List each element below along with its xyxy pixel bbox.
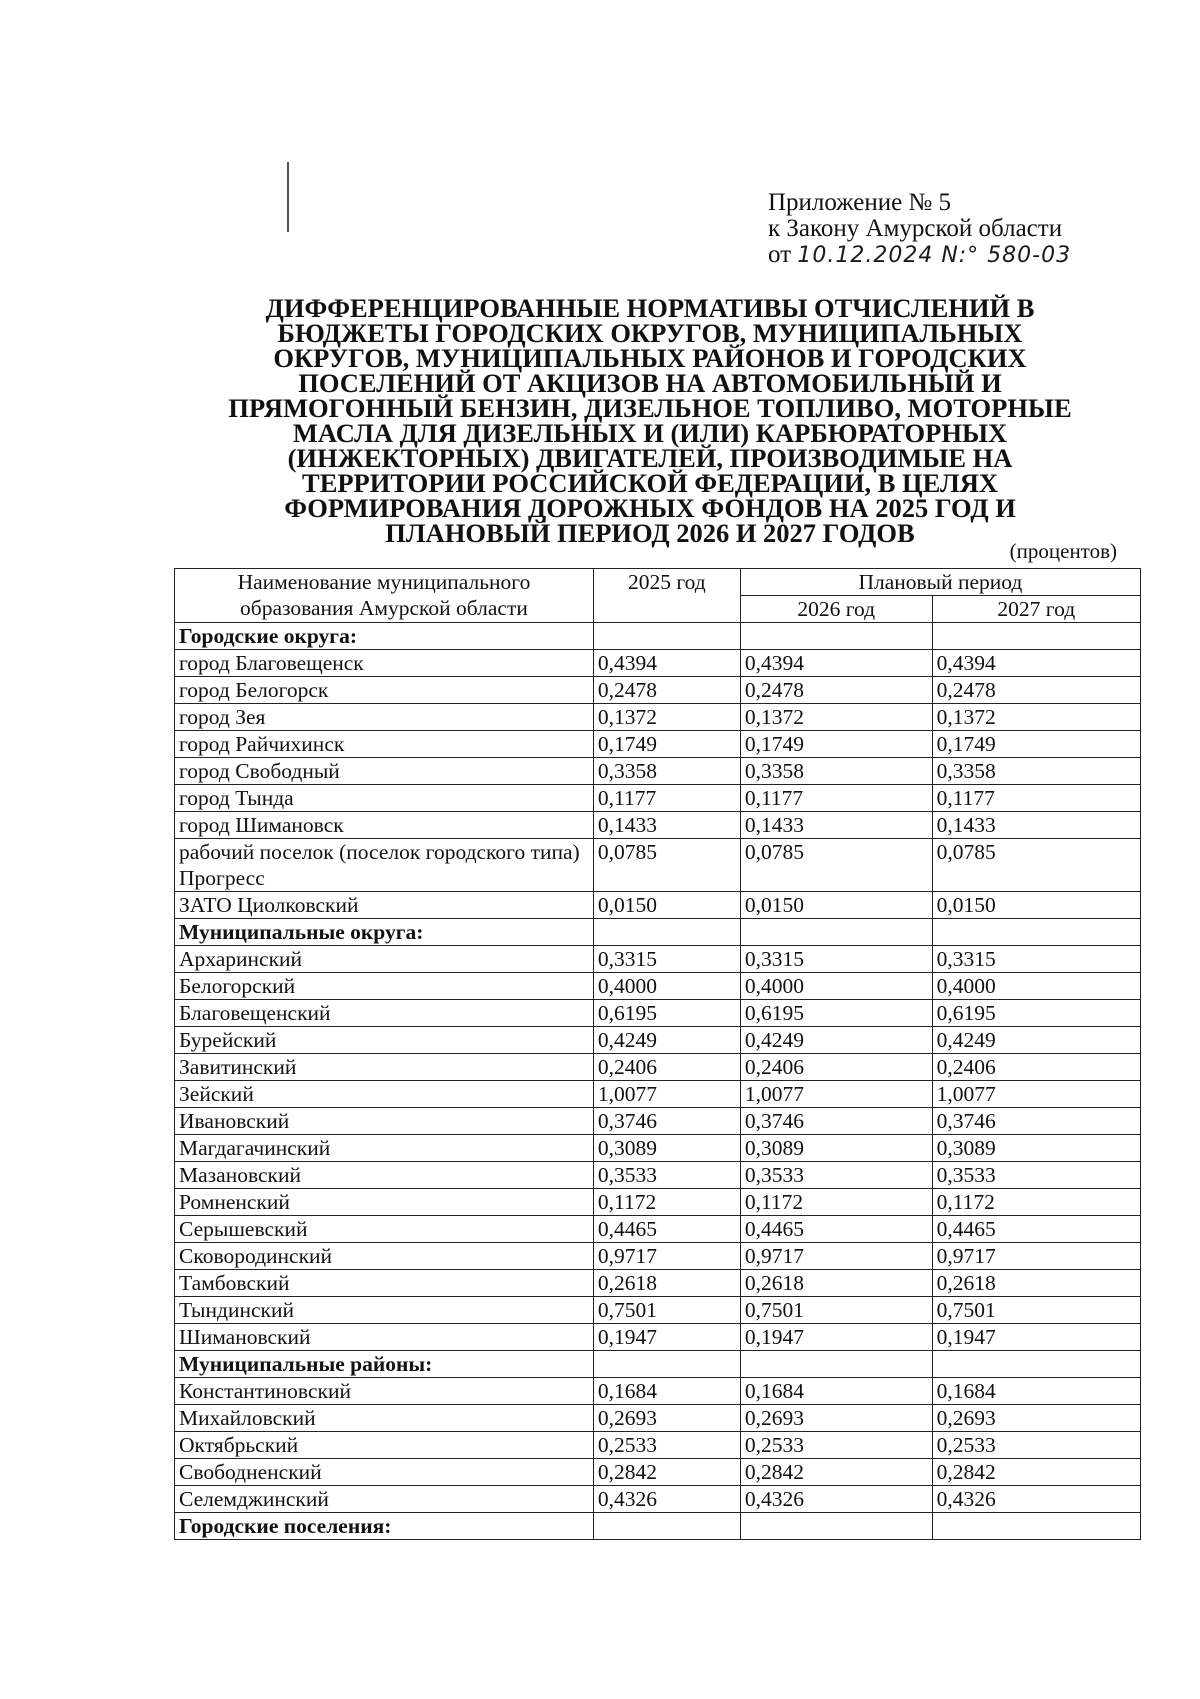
value-2026: 0,3533 — [740, 1162, 932, 1189]
value-2025: 0,1684 — [593, 1378, 740, 1405]
municipality-name: Архаринский — [175, 946, 594, 973]
value-2027: 0,4465 — [932, 1216, 1140, 1243]
appendix-line1: Приложение № 5 — [768, 189, 952, 216]
value-2027: 1,0077 — [932, 1081, 1140, 1108]
title-line: ДИФФЕРЕНЦИРОВАННЫЕ НОРМАТИВЫ ОТЧИСЛЕНИЙ В — [265, 293, 1035, 323]
table-row — [175, 839, 1141, 892]
value-2025: 0,1947 — [593, 1324, 740, 1351]
value-2025: 0,1172 — [593, 1189, 740, 1216]
value-2025: 0,4326 — [593, 1486, 740, 1513]
value-2026: 0,1684 — [740, 1378, 932, 1405]
section-title: Городские округа: — [175, 623, 594, 650]
value-2025: 0,1433 — [593, 812, 740, 839]
table-row — [175, 1054, 1141, 1081]
section-title: Муниципальные районы: — [175, 1351, 594, 1378]
value-2026: 0,3358 — [740, 758, 932, 785]
table-row — [175, 1135, 1141, 1162]
table-row — [175, 1405, 1141, 1432]
value-2025: 0,2406 — [593, 1054, 740, 1081]
table-row — [175, 650, 1141, 677]
value-2027: 0,4394 — [932, 650, 1140, 677]
value-2025: 0,2478 — [593, 677, 740, 704]
table-row — [175, 785, 1141, 812]
table-row — [175, 1324, 1141, 1351]
value-2026: 0,4465 — [740, 1216, 932, 1243]
value-2027: 0,0785 — [932, 839, 1140, 892]
value-2025: 0,3315 — [593, 946, 740, 973]
municipality-name: Константиновский — [175, 1378, 594, 1405]
value-2026: 0,4249 — [740, 1027, 932, 1054]
value-2027: 0,6195 — [932, 1000, 1140, 1027]
appendix-line3 — [768, 242, 1071, 269]
section-row — [175, 919, 1141, 946]
header-name-line2: образования Амурской области — [240, 596, 528, 620]
value-2026: 0,2842 — [740, 1459, 932, 1486]
table-row — [175, 1189, 1141, 1216]
value-2025: 0,2842 — [593, 1459, 740, 1486]
value-2026: 0,3315 — [740, 946, 932, 973]
value-2026: 0,3089 — [740, 1135, 932, 1162]
value-2027: 0,0150 — [932, 892, 1140, 919]
value-2025: 0,6195 — [593, 1000, 740, 1027]
table-row — [175, 1027, 1141, 1054]
value-2026: 0,1749 — [740, 731, 932, 758]
title-line: ТЕРРИТОРИИ РОССИЙСКОЙ ФЕДЕРАЦИИ, В ЦЕЛЯХ — [302, 468, 998, 498]
value-2025: 0,0785 — [593, 839, 740, 892]
table-row — [175, 1486, 1141, 1513]
value-2026: 0,2406 — [740, 1054, 932, 1081]
table-row — [175, 973, 1141, 1000]
value-2025: 1,0077 — [593, 1081, 740, 1108]
value-2025: 0,3746 — [593, 1108, 740, 1135]
appendix-block — [768, 190, 1071, 269]
municipality-name: город Тында — [175, 785, 594, 812]
value-2025: 0,1372 — [593, 704, 740, 731]
value-2027: 0,3089 — [932, 1135, 1140, 1162]
margin-mark — [287, 162, 289, 232]
table-row — [175, 812, 1141, 839]
title-line: ПЛАНОВЫЙ ПЕРИОД 2026 И 2027 ГОДОВ — [385, 518, 915, 548]
empty-cell — [932, 623, 1140, 650]
units-label: (процентов) — [1009, 539, 1117, 563]
header-planned-period: Плановый период — [740, 569, 1140, 596]
value-2027: 0,2693 — [932, 1405, 1140, 1432]
municipality-name: Свободненский — [175, 1459, 594, 1486]
value-2025: 0,3089 — [593, 1135, 740, 1162]
empty-cell — [593, 919, 740, 946]
value-2025: 0,3358 — [593, 758, 740, 785]
value-2026: 0,1177 — [740, 785, 932, 812]
value-2025: 0,1749 — [593, 731, 740, 758]
document-title — [180, 293, 1120, 548]
table-row — [175, 704, 1141, 731]
title-line: БЮДЖЕТЫ ГОРОДСКИХ ОКРУГОВ, МУНИЦИПАЛЬНЫХ — [277, 318, 1023, 348]
header-2025: 2025 год — [593, 569, 740, 623]
municipality-name: Селемджинский — [175, 1486, 594, 1513]
value-2025: 0,0150 — [593, 892, 740, 919]
value-2025: 0,1177 — [593, 785, 740, 812]
table-row — [175, 677, 1141, 704]
municipality-name: ЗАТО Циолковский — [175, 892, 594, 919]
value-2027: 0,3533 — [932, 1162, 1140, 1189]
value-2026: 0,0150 — [740, 892, 932, 919]
table-row — [175, 946, 1141, 973]
table-row — [175, 1000, 1141, 1027]
municipality-name: Шимановский — [175, 1324, 594, 1351]
empty-cell — [932, 1513, 1140, 1540]
value-2026: 0,1433 — [740, 812, 932, 839]
section-row — [175, 1351, 1141, 1378]
table-row — [175, 1459, 1141, 1486]
municipality-name: город Шимановск — [175, 812, 594, 839]
municipality-name: Октябрьский — [175, 1432, 594, 1459]
value-2027: 0,1372 — [932, 704, 1140, 731]
value-2025: 0,4465 — [593, 1216, 740, 1243]
municipality-name: город Райчихинск — [175, 731, 594, 758]
table-row — [175, 1108, 1141, 1135]
header-name-cell — [175, 569, 594, 623]
value-2026: 0,7501 — [740, 1297, 932, 1324]
value-2025: 0,2693 — [593, 1405, 740, 1432]
section-title: Муниципальные округа: — [175, 919, 594, 946]
value-2025: 0,4249 — [593, 1027, 740, 1054]
value-2025: 0,4394 — [593, 650, 740, 677]
table-row — [175, 1162, 1141, 1189]
table-row — [175, 1432, 1141, 1459]
value-2026: 0,4000 — [740, 973, 932, 1000]
title-line: ПОСЕЛЕНИЙ ОТ АКЦИЗОВ НА АВТОМОБИЛЬНЫЙ И — [298, 368, 1002, 398]
value-2026: 0,9717 — [740, 1243, 932, 1270]
municipality-name: рабочий поселок (поселок городского типа) Прогресс — [175, 839, 594, 892]
empty-cell — [593, 623, 740, 650]
section-title: Городские поселения: — [175, 1513, 594, 1540]
value-2026: 0,2478 — [740, 677, 932, 704]
value-2027: 0,1684 — [932, 1378, 1140, 1405]
value-2026: 0,0785 — [740, 839, 932, 892]
table-row — [175, 892, 1141, 919]
municipality-name: город Свободный — [175, 758, 594, 785]
norms-table — [174, 568, 1141, 1540]
value-2026: 0,6195 — [740, 1000, 932, 1027]
value-2027: 0,3358 — [932, 758, 1140, 785]
empty-cell — [740, 623, 932, 650]
value-2027: 0,4326 — [932, 1486, 1140, 1513]
table-row — [175, 758, 1141, 785]
empty-cell — [740, 1513, 932, 1540]
table-row — [175, 1270, 1141, 1297]
value-2027: 0,4000 — [932, 973, 1140, 1000]
empty-cell — [593, 1513, 740, 1540]
municipality-name: город Зея — [175, 704, 594, 731]
value-2025: 0,2618 — [593, 1270, 740, 1297]
value-2027: 0,9717 — [932, 1243, 1140, 1270]
value-2026: 0,1172 — [740, 1189, 932, 1216]
empty-cell — [932, 1351, 1140, 1378]
municipality-name: Белогорский — [175, 973, 594, 1000]
value-2026: 0,4394 — [740, 650, 932, 677]
value-2027: 0,2533 — [932, 1432, 1140, 1459]
value-2025: 0,4000 — [593, 973, 740, 1000]
municipality-name: Ивановский — [175, 1108, 594, 1135]
value-2025: 0,9717 — [593, 1243, 740, 1270]
appendix-date-prefix: от — [768, 241, 792, 268]
municipality-name: Зейский — [175, 1081, 594, 1108]
value-2027: 0,3315 — [932, 946, 1140, 973]
handwritten-date-number: 10.12.2024 N:° 580-03 — [797, 243, 1072, 268]
municipality-name: Благовещенский — [175, 1000, 594, 1027]
value-2025: 0,3533 — [593, 1162, 740, 1189]
value-2027: 0,1172 — [932, 1189, 1140, 1216]
empty-cell — [593, 1351, 740, 1378]
municipality-name: Михайловский — [175, 1405, 594, 1432]
value-2027: 0,4249 — [932, 1027, 1140, 1054]
value-2027: 0,1947 — [932, 1324, 1140, 1351]
title-line: ОКРУГОВ, МУНИЦИПАЛЬНЫХ РАЙОНОВ И ГОРОДСКИХ — [273, 343, 1027, 373]
value-2026: 0,4326 — [740, 1486, 932, 1513]
empty-cell — [740, 1351, 932, 1378]
municipality-name: Тындинский — [175, 1297, 594, 1324]
title-line: ФОРМИРОВАНИЯ ДОРОЖНЫХ ФОНДОВ НА 2025 ГОД И — [284, 493, 1016, 523]
title-line: (ИНЖЕКТОРНЫХ) ДВИГАТЕЛЕЙ, ПРОИЗВОДИМЫЕ НА — [287, 443, 1013, 473]
value-2026: 0,1947 — [740, 1324, 932, 1351]
municipality-name: Серышевский — [175, 1216, 594, 1243]
header-name-line1: Наименование муниципального — [237, 570, 531, 594]
title-line: МАСЛА ДЛЯ ДИЗЕЛЬНЫХ И (ИЛИ) КАРБЮРАТОРНЫХ — [292, 418, 1008, 448]
table-row — [175, 1081, 1141, 1108]
table-row — [175, 731, 1141, 758]
table-row — [175, 1297, 1141, 1324]
empty-cell — [932, 919, 1140, 946]
value-2027: 0,1749 — [932, 731, 1140, 758]
municipality-name: город Белогорск — [175, 677, 594, 704]
value-2027: 0,2478 — [932, 677, 1140, 704]
value-2027: 0,3746 — [932, 1108, 1140, 1135]
value-2027: 0,2618 — [932, 1270, 1140, 1297]
value-2025: 0,2533 — [593, 1432, 740, 1459]
value-2026: 0,1372 — [740, 704, 932, 731]
section-row — [175, 623, 1141, 650]
table-row — [175, 1243, 1141, 1270]
value-2026: 0,3746 — [740, 1108, 932, 1135]
municipality-name: Тамбовский — [175, 1270, 594, 1297]
title-line: ПРЯМОГОННЫЙ БЕНЗИН, ДИЗЕЛЬНОЕ ТОПЛИВО, МОТОРНЫЕ — [228, 393, 1072, 423]
municipality-name: Бурейский — [175, 1027, 594, 1054]
value-2027: 0,1177 — [932, 785, 1140, 812]
value-2027: 0,2842 — [932, 1459, 1140, 1486]
municipality-name: Ромненский — [175, 1189, 594, 1216]
header-2026: 2026 год — [740, 596, 932, 623]
municipality-name: Завитинский — [175, 1054, 594, 1081]
header-2027: 2027 год — [932, 596, 1140, 623]
value-2026: 1,0077 — [740, 1081, 932, 1108]
empty-cell — [740, 919, 932, 946]
municipality-name: Мазановский — [175, 1162, 594, 1189]
municipality-name: Магдагачинский — [175, 1135, 594, 1162]
value-2026: 0,2693 — [740, 1405, 932, 1432]
value-2025: 0,7501 — [593, 1297, 740, 1324]
appendix-line2: к Закону Амурской области — [768, 215, 1063, 242]
table-row — [175, 1378, 1141, 1405]
value-2027: 0,7501 — [932, 1297, 1140, 1324]
value-2027: 0,2406 — [932, 1054, 1140, 1081]
table-row — [175, 1216, 1141, 1243]
value-2026: 0,2618 — [740, 1270, 932, 1297]
section-row — [175, 1513, 1141, 1540]
value-2027: 0,1433 — [932, 812, 1140, 839]
municipality-name: город Благовещенск — [175, 650, 594, 677]
municipality-name: Сковородинский — [175, 1243, 594, 1270]
value-2026: 0,2533 — [740, 1432, 932, 1459]
